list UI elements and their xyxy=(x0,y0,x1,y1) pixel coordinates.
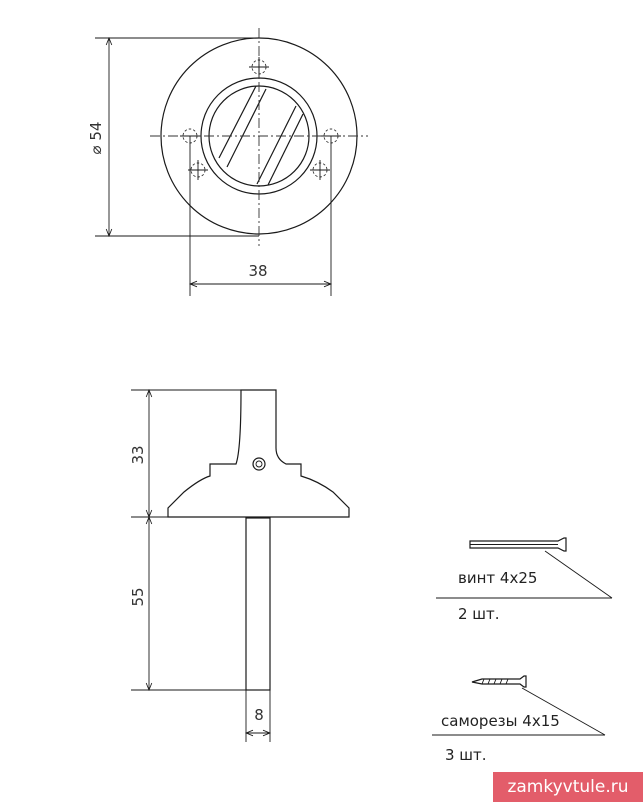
screw-leader xyxy=(545,551,612,598)
slot-line-3 xyxy=(268,114,303,185)
set-screw-inner xyxy=(256,461,262,467)
spacing-label: 38 xyxy=(248,262,268,280)
slot-line-1 xyxy=(227,89,266,167)
self-tapping-screw-name: саморезы 4x15 xyxy=(441,712,560,730)
slot-line-4 xyxy=(257,106,296,184)
knob-profile xyxy=(168,390,349,517)
screw-name: винт 4x25 xyxy=(458,569,538,587)
side-view xyxy=(129,390,349,742)
pin-width-label: 8 xyxy=(254,706,264,724)
height-top-label: 33 xyxy=(129,445,147,465)
pin xyxy=(246,518,270,690)
screw-qty: 2 шт. xyxy=(458,605,500,623)
height-pin-label: 55 xyxy=(129,587,147,607)
watermark-badge xyxy=(493,772,643,802)
diameter-label: ⌀ 54 xyxy=(87,121,105,155)
hardware-screw xyxy=(436,538,612,623)
top-view xyxy=(87,28,368,296)
self-tapping-screw-icon xyxy=(472,676,526,687)
set-screw-outer xyxy=(253,458,265,470)
watermark-text: zamkyvtule.ru xyxy=(507,777,629,797)
mounting-hole-top xyxy=(249,57,269,77)
hardware-self-tapping-screw xyxy=(432,676,605,764)
self-tapping-screw-qty: 3 шт. xyxy=(445,746,487,764)
mounting-hole-lower-left xyxy=(188,160,208,180)
mounting-hole-lower-right xyxy=(310,160,330,180)
